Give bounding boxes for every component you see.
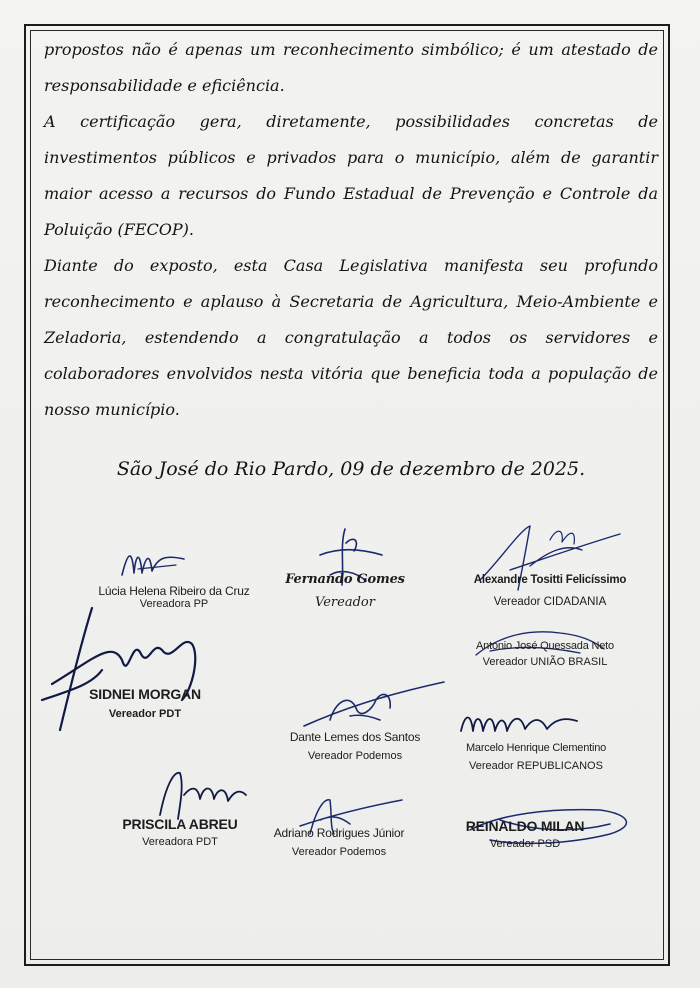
signatory-name: Fernando Gomes xyxy=(285,572,405,587)
signatory-name: SIDNEI MORGAN xyxy=(89,686,201,702)
signatory-role: Vereador CIDADANIA xyxy=(493,596,607,608)
signatory-name: Lúcia Helena Ribeiro da Cruz xyxy=(98,584,250,598)
paragraph-1: propostos não é apenas um reconhecimento simbólico; é um atestado de responsabilidade e eficiência. xyxy=(44,40,658,95)
signatory-role: Vereador UNIÃO BRASIL xyxy=(482,656,608,668)
signature-block-fernando xyxy=(270,572,420,610)
signatory-name: REINALDO MILAN xyxy=(465,818,585,834)
signatory-role: Vereador PSD xyxy=(489,838,561,850)
signature-block-quessada xyxy=(450,640,640,668)
signatory-role: Vereador PDT xyxy=(108,708,182,720)
paragraph-2: A certificação gera, diretamente, possibilidades concretas de investimentos públicos e privados para o município, além de garantir maior acesso a recursos do Fundo Estadual de Prevenção e Controle da Poluição (FECOP). xyxy=(44,112,658,239)
signatory-role: Vereador xyxy=(315,595,375,610)
signature-block-dante xyxy=(280,730,430,762)
signature-block-alexandre xyxy=(460,574,640,608)
signatory-name: Dante Lemes dos Santos xyxy=(289,730,421,744)
signatory-role: Vereador Podemos xyxy=(307,750,403,762)
signature-block-sidnei xyxy=(80,686,210,720)
signature-block-lucia xyxy=(74,584,274,610)
signatory-role: Vereadora PP xyxy=(139,598,209,610)
signatory-name: Marcelo Henrique Clementino xyxy=(465,742,607,754)
signature-block-reinaldo xyxy=(450,818,600,850)
signature-block-adriano xyxy=(264,826,414,858)
signature-block-priscila xyxy=(110,816,250,848)
signatory-role: Vereador Podemos xyxy=(291,846,387,858)
signatory-name: Antonio José Quessada Neto xyxy=(476,640,614,652)
signature-block-marcelo xyxy=(446,742,626,772)
paragraph-3: Diante do exposto, esta Casa Legislativa manifesta seu profundo reconhecimento e aplauso à Secretaria de Agricultura, Meio-Ambiente e Zeladoria, estendendo a congratulação a todos os servidores e colaboradores envolvidos nesta vitória que beneficia toda a população de nosso município. xyxy=(44,256,658,419)
signatory-name: PRISCILA ABREU xyxy=(122,816,238,832)
signatory-role: Vereador REPUBLICANOS xyxy=(469,760,603,772)
signatory-name: Alexandre Tositti Felicíssimo xyxy=(473,574,627,586)
signatory-role: Vereadora PDT xyxy=(142,836,218,848)
date-line: São José do Rio Pardo, 09 de dezembro de 2025. xyxy=(116,458,586,480)
signatory-name: Adriano Rodrigues Júnior xyxy=(273,826,405,840)
